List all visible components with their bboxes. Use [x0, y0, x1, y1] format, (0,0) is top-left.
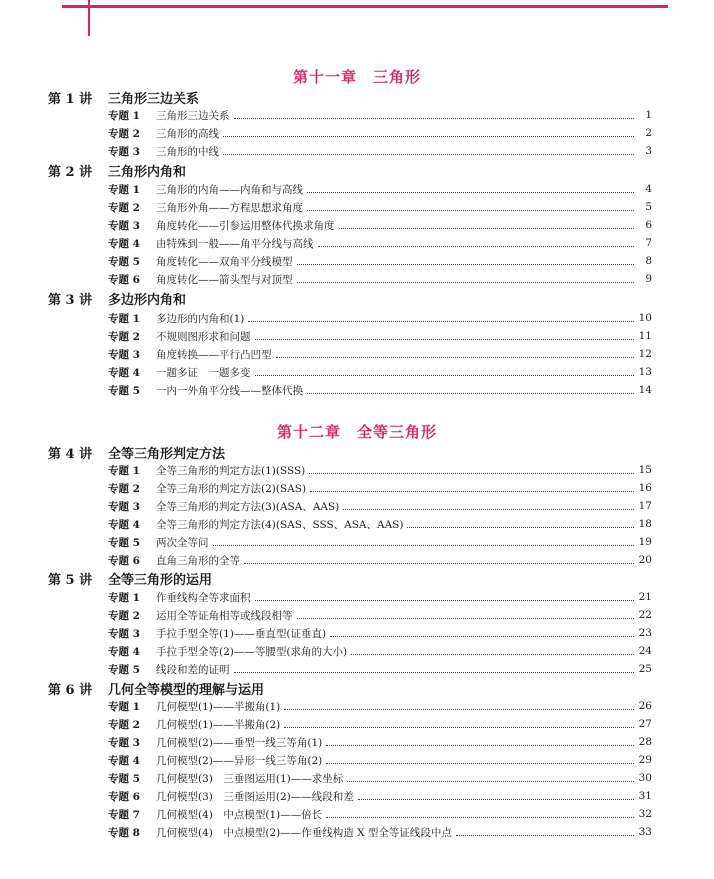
- topic-title: 三角形的高线: [156, 127, 219, 140]
- topic-number: 专题 1: [108, 700, 140, 713]
- page-number: 4: [645, 183, 652, 195]
- dot-leader: [276, 357, 635, 358]
- page-number: 28: [638, 736, 652, 748]
- toc-entry[interactable]: [108, 805, 652, 823]
- dot-leader: [326, 817, 634, 818]
- lecture-heading: [48, 161, 186, 180]
- page-number: 31: [638, 790, 652, 802]
- lecture-title: 全等三角形的运用: [108, 573, 213, 588]
- page-number: 26: [638, 700, 652, 712]
- toc-entry[interactable]: [108, 787, 652, 805]
- page-number: 25: [638, 663, 652, 675]
- lecture-heading: [48, 443, 225, 462]
- lecture-heading: [48, 679, 264, 698]
- topic-number: 专题 1: [108, 183, 140, 196]
- topic-title: 线段和差的证明: [156, 663, 230, 676]
- page-number: 16: [638, 482, 652, 494]
- topic-number: 专题 4: [108, 754, 140, 767]
- page-number: 22: [638, 609, 652, 621]
- lecture-number: 第 4 讲: [48, 447, 93, 462]
- toc-entry[interactable]: [108, 327, 652, 345]
- page-number: 18: [638, 518, 652, 530]
- topic-number: 专题 1: [108, 312, 140, 325]
- toc-entry[interactable]: [108, 588, 652, 606]
- page-number: 29: [638, 754, 652, 766]
- topic-title: 几何模型(2)——垂型一线三等角(1): [156, 736, 323, 749]
- topic-title: 几何模型(4) 中点模型(1)——倍长: [156, 808, 323, 821]
- topic-number: 专题 4: [108, 237, 140, 250]
- page-number: 6: [645, 219, 652, 231]
- page-number: 23: [638, 627, 652, 639]
- lecture-title: 几何全等模型的理解与运用: [108, 683, 265, 698]
- toc-entry[interactable]: [108, 642, 652, 660]
- lecture-heading: [48, 88, 199, 107]
- topic-title: 几何模型(4) 中点模型(2)——作垂线构造 X 型全等证线段中点: [156, 826, 452, 839]
- lecture-heading: [48, 289, 186, 308]
- page-number: 13: [638, 366, 652, 378]
- topic-title: 多边形的内角和(1): [156, 312, 245, 325]
- dot-leader: [244, 563, 634, 564]
- topic-title: 由特殊到一般——角平分线与高线: [156, 237, 314, 250]
- toc-entry[interactable]: [108, 234, 652, 252]
- page-number: 3: [645, 145, 652, 157]
- topic-title: 全等三角形的判定方法(2)(SAS): [156, 482, 307, 495]
- lecture-number: 第 5 讲: [48, 573, 93, 588]
- page-number: 8: [645, 255, 652, 267]
- toc-entry[interactable]: [108, 252, 652, 270]
- topic-title: 角度转化——引参运用整体代换求角度: [156, 219, 335, 232]
- topic-number: 专题 2: [108, 482, 140, 495]
- topic-title: 角度转换——平行凸凹型: [156, 348, 272, 361]
- topic-number: 专题 3: [108, 500, 140, 513]
- page-number: 19: [638, 536, 652, 548]
- topic-number: 专题 5: [108, 663, 140, 676]
- topic-number: 专题 4: [108, 518, 140, 531]
- dot-leader: [307, 210, 634, 211]
- dot-leader: [326, 745, 634, 746]
- topic-number: 专题 5: [108, 384, 140, 397]
- topic-number: 专题 2: [108, 609, 140, 622]
- topic-number: 专题 3: [108, 145, 140, 158]
- topic-title: 几何模型(3) 三垂图运用(1)——求坐标: [156, 772, 344, 785]
- toc-entry[interactable]: [108, 479, 652, 497]
- toc-entry[interactable]: [108, 461, 652, 479]
- dot-leader: [318, 246, 635, 247]
- topic-title: 三角形的内角——内角和与高线: [156, 183, 303, 196]
- dot-leader: [297, 264, 635, 265]
- toc-entry[interactable]: [108, 180, 652, 198]
- topic-number: 专题 8: [108, 826, 140, 839]
- topic-title: 手拉手型全等(2)——等腰型(求角的大小): [156, 645, 348, 658]
- topic-title: 一题多证 一题多变: [156, 366, 251, 379]
- topic-title: 几何模型(1)——半搬角(2): [156, 718, 281, 731]
- dot-leader: [347, 781, 634, 782]
- chapter-title: 第十一章 三角形: [292, 68, 421, 86]
- page-number: 11: [638, 330, 652, 342]
- toc-entry[interactable]: [108, 198, 652, 216]
- toc-entry[interactable]: [108, 733, 652, 751]
- toc-entry[interactable]: [108, 533, 652, 551]
- toc-entry[interactable]: [108, 697, 652, 715]
- topic-title: 三角形的中线: [156, 145, 219, 158]
- lecture-number: 第 6 讲: [48, 683, 93, 698]
- topic-title: 全等三角形的判定方法(1)(SSS): [156, 464, 306, 477]
- page-number: 9: [645, 273, 652, 285]
- topic-number: 专题 2: [108, 127, 140, 140]
- dot-leader: [326, 763, 634, 764]
- dot-leader: [307, 192, 634, 193]
- lecture-title: 三角形内角和: [108, 165, 187, 180]
- dot-leader: [248, 321, 634, 322]
- topic-number: 专题 2: [108, 201, 140, 214]
- toc-entry[interactable]: [108, 497, 652, 515]
- page-number: 27: [638, 718, 652, 730]
- page-number: 24: [638, 645, 652, 657]
- toc-entry[interactable]: [108, 124, 652, 142]
- topic-number: 专题 4: [108, 645, 140, 658]
- topic-number: 专题 3: [108, 348, 140, 361]
- dot-leader: [330, 636, 634, 637]
- topic-number: 专题 3: [108, 627, 140, 640]
- lecture-title: 全等三角形判定方法: [108, 447, 226, 462]
- topic-number: 专题 6: [108, 273, 140, 286]
- toc-entry[interactable]: [108, 823, 652, 841]
- page-number: 5: [645, 201, 652, 213]
- toc-entry[interactable]: [108, 216, 652, 234]
- chapter-title: 第十二章 全等三角形: [276, 423, 437, 441]
- topic-number: 专题 4: [108, 366, 140, 379]
- page-number: 32: [638, 808, 652, 820]
- topic-title: 角度转化——双角平分线模型: [156, 255, 293, 268]
- topic-number: 专题 7: [108, 808, 140, 821]
- page-number: 33: [638, 826, 652, 838]
- toc-entry[interactable]: [108, 624, 652, 642]
- topic-title: 三角形三边关系: [156, 109, 230, 122]
- lecture-heading: [48, 569, 212, 588]
- topic-title: 三角形外角——方程思想求角度: [156, 201, 303, 214]
- lecture-number: 第 1 讲: [48, 92, 93, 107]
- dot-leader: [255, 339, 635, 340]
- toc-entry[interactable]: [108, 381, 652, 399]
- dot-leader: [223, 136, 634, 137]
- toc-entry[interactable]: [108, 715, 652, 733]
- topic-title: 几何模型(3) 三垂图运用(2)——线段和差: [156, 790, 354, 803]
- toc-entry[interactable]: [108, 345, 652, 363]
- lecture-title: 三角形三边关系: [108, 92, 200, 107]
- toc-entry[interactable]: [108, 751, 652, 769]
- dot-leader: [255, 375, 635, 376]
- header-rule: [62, 5, 668, 8]
- page-number: 12: [638, 348, 652, 360]
- toc-entry[interactable]: [108, 551, 652, 569]
- toc-entry[interactable]: [108, 769, 652, 787]
- topic-number: 专题 5: [108, 536, 140, 549]
- dot-leader: [297, 282, 635, 283]
- topic-title: 几何模型(1)——半搬角(1): [156, 700, 281, 713]
- page-number: 15: [638, 464, 652, 476]
- dot-leader: [351, 654, 634, 655]
- page-number: 20: [638, 554, 652, 566]
- toc-entry[interactable]: [108, 309, 652, 327]
- topic-title: 全等三角形的判定方法(4)(SAS、SSS、ASA、AAS): [156, 518, 404, 531]
- topic-title: 运用全等证角相等或线段相等: [156, 609, 293, 622]
- topic-number: 专题 6: [108, 554, 140, 567]
- dot-leader: [223, 154, 634, 155]
- topic-number: 专题 5: [108, 772, 140, 785]
- topic-title: 全等三角形的判定方法(3)(ASA、AAS): [156, 500, 340, 513]
- dot-leader: [343, 509, 634, 510]
- topic-number: 专题 3: [108, 736, 140, 749]
- header-tick-mark: [88, 0, 90, 36]
- page-number: 7: [645, 237, 652, 249]
- topic-title: 两次全等问: [156, 536, 209, 549]
- page-number: 30: [638, 772, 652, 784]
- topic-number: 专题 3: [108, 219, 140, 232]
- dot-leader: [234, 118, 635, 119]
- page-number: 1: [645, 109, 652, 121]
- toc-entry[interactable]: [108, 363, 652, 381]
- page-number: 17: [638, 500, 652, 512]
- dot-leader: [297, 618, 635, 619]
- topic-title: 角度转化——箭头型与对顶型: [156, 273, 293, 286]
- toc-entry[interactable]: [108, 660, 652, 678]
- dot-leader: [213, 545, 635, 546]
- topic-number: 专题 1: [108, 109, 140, 122]
- topic-title: 直角三角形的全等: [156, 554, 240, 567]
- dot-leader: [339, 228, 635, 229]
- dot-leader: [358, 799, 634, 800]
- dot-leader: [456, 835, 634, 836]
- topic-title: 几何模型(2)——异形一线三等角(2): [156, 754, 323, 767]
- dot-leader: [407, 527, 634, 528]
- lecture-number: 第 2 讲: [48, 165, 93, 180]
- topic-number: 专题 5: [108, 255, 140, 268]
- toc-entry[interactable]: [108, 142, 652, 160]
- dot-leader: [234, 672, 635, 673]
- topic-title: 一内一外角平分线——整体代换: [156, 384, 303, 397]
- toc-entry[interactable]: [108, 270, 652, 288]
- topic-title: 手拉手型全等(1)——垂直型(证垂直): [156, 627, 327, 640]
- page-number: 14: [638, 384, 652, 396]
- topic-number: 专题 2: [108, 330, 140, 343]
- lecture-title: 多边形内角和: [108, 293, 187, 308]
- dot-leader: [307, 393, 634, 394]
- toc-entry[interactable]: [108, 606, 652, 624]
- dot-leader: [284, 709, 634, 710]
- toc-entry[interactable]: [108, 515, 652, 533]
- topic-title: 作垂线构全等求面积: [156, 591, 251, 604]
- page-number: 2: [645, 127, 652, 139]
- topic-number: 专题 2: [108, 718, 140, 731]
- topic-number: 专题 6: [108, 790, 140, 803]
- dot-leader: [255, 600, 635, 601]
- dot-leader: [284, 727, 634, 728]
- dot-leader: [309, 473, 634, 474]
- topic-number: 专题 1: [108, 591, 140, 604]
- dot-leader: [310, 491, 634, 492]
- page-number: 10: [638, 312, 652, 324]
- toc-entry[interactable]: [108, 106, 652, 124]
- page-number: 21: [638, 591, 652, 603]
- topic-number: 专题 1: [108, 464, 140, 477]
- topic-title: 不规则图形求和问题: [156, 330, 251, 343]
- lecture-number: 第 3 讲: [48, 293, 93, 308]
